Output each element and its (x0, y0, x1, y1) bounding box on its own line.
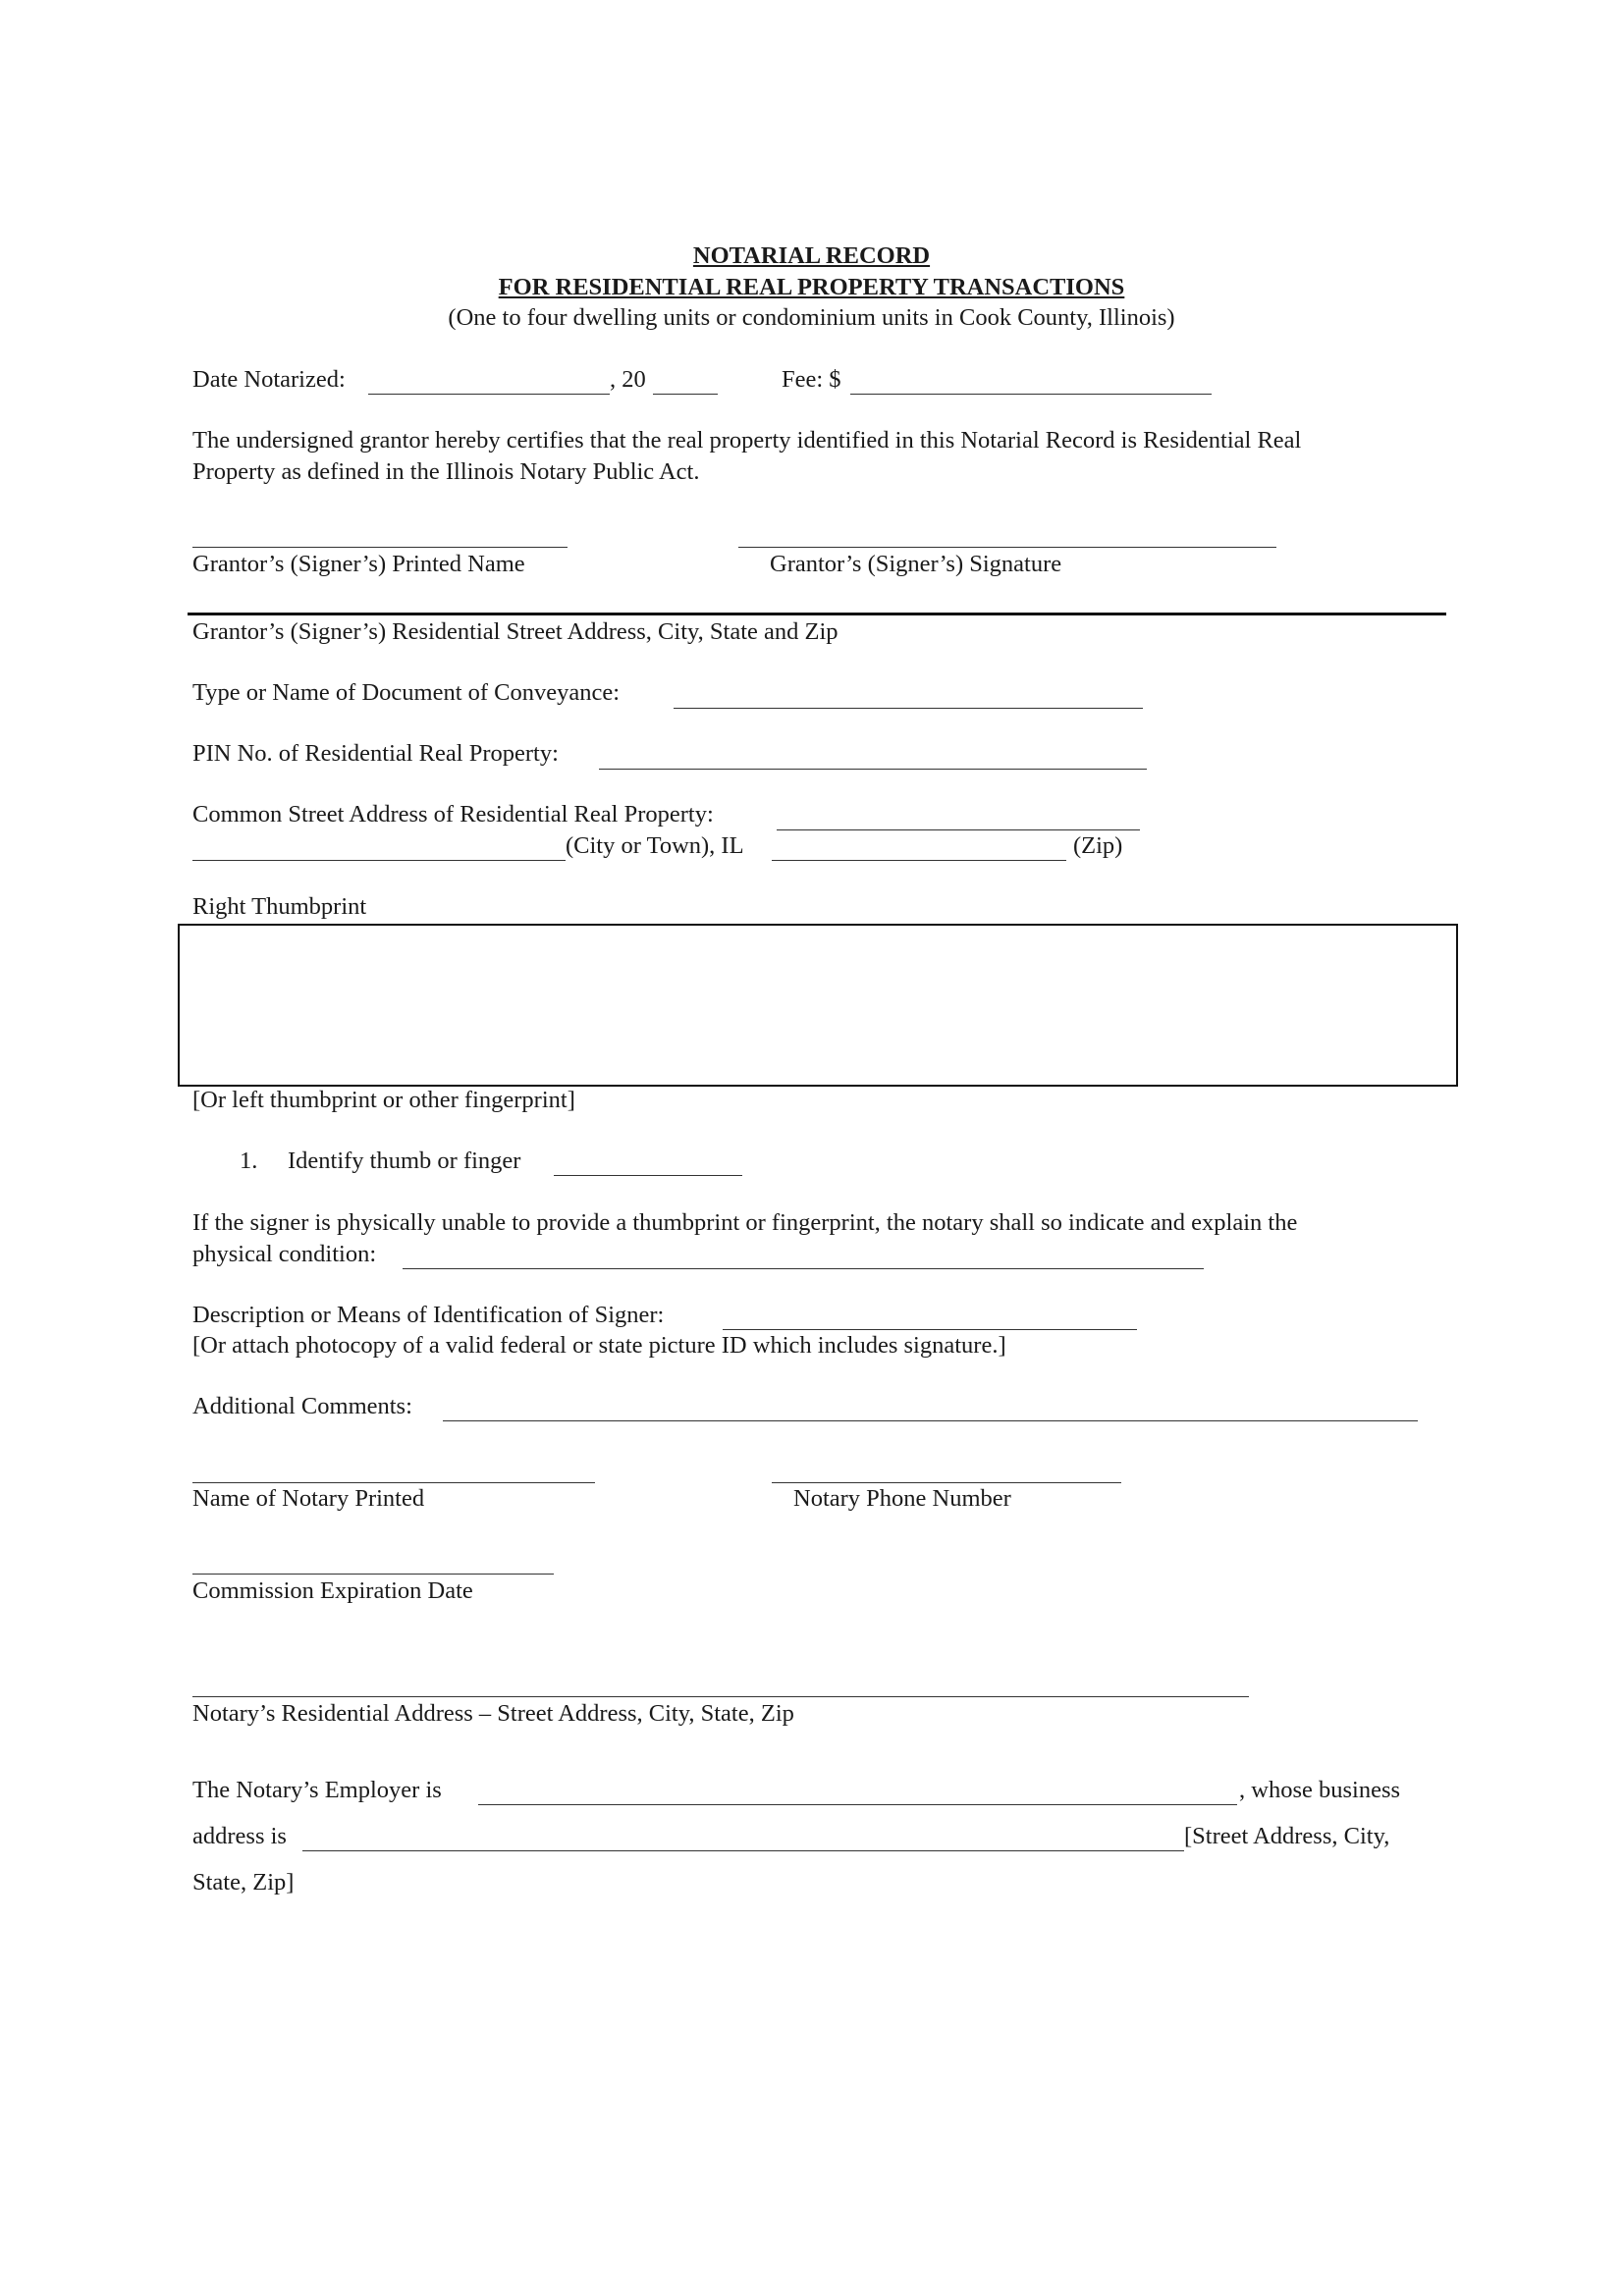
certification-line-2: Property as defined in the Illinois Notary Public Act. (192, 458, 700, 485)
business-address-label: address is (192, 1823, 287, 1849)
zip-field[interactable] (772, 860, 1066, 861)
grantor-signature-field[interactable] (738, 547, 1276, 548)
identification-label: Description or Means of Identification of Signer: (192, 1302, 665, 1328)
fee-label: Fee: $ (782, 366, 841, 393)
commission-expiration-field[interactable] (192, 1574, 554, 1575)
condition-line-1: If the signer is physically unable to provide a thumbprint or fingerprint, the notary shall so indicate and explain the (192, 1209, 1298, 1236)
notary-name-label: Name of Notary Printed (192, 1485, 425, 1512)
pin-label: PIN No. of Residential Real Property: (192, 740, 559, 767)
grantor-address-field[interactable] (188, 613, 1446, 615)
year-prefix-label: , 20 (610, 366, 646, 393)
form-title: NOTARIAL RECORD (692, 242, 931, 269)
street-address-field[interactable] (777, 829, 1140, 830)
form-scope: (One to four dwelling units or condominium units in Cook County, Illinois) (448, 304, 1175, 331)
physical-condition-label: physical condition: (192, 1241, 377, 1267)
grantor-address-label: Grantor’s (Signer’s) Residential Street Address, City, State and Zip (192, 618, 839, 645)
certification-line-1: The undersigned grantor hereby certifies that the real property identified in this Notarial Record is Residential Real (192, 427, 1302, 454)
date-notarized-field[interactable] (368, 394, 610, 395)
document-type-field[interactable] (674, 708, 1143, 709)
identification-field[interactable] (723, 1329, 1137, 1330)
notary-phone-field[interactable] (772, 1482, 1121, 1483)
alt-fingerprint-note: [Or left thumbprint or other fingerprint] (192, 1087, 575, 1113)
notary-employer-field[interactable] (478, 1804, 1237, 1805)
identify-finger-field[interactable] (554, 1175, 742, 1176)
identification-note: [Or attach photocopy of a valid federal or state picture ID which includes signature.] (192, 1332, 1006, 1359)
grantor-signature-label: Grantor’s (Signer’s) Signature (770, 551, 1062, 577)
notary-phone-label: Notary Phone Number (793, 1485, 1011, 1512)
notary-name-field[interactable] (192, 1482, 595, 1483)
year-field[interactable] (653, 394, 718, 395)
business-address-suffix: [Street Address, City, (1184, 1823, 1390, 1849)
zip-label: (Zip) (1073, 832, 1123, 859)
additional-comments-label: Additional Comments: (192, 1393, 412, 1419)
thumbprint-box[interactable] (178, 924, 1458, 1087)
list-item-number: 1. (240, 1148, 258, 1174)
notary-residential-address-field[interactable] (192, 1696, 1249, 1697)
right-thumbprint-label: Right Thumbprint (192, 893, 367, 920)
city-label: (City or Town), IL (566, 832, 744, 859)
city-field[interactable] (192, 860, 566, 861)
business-address-field[interactable] (302, 1850, 1184, 1851)
identify-finger-label: Identify thumb or finger (288, 1148, 521, 1174)
additional-comments-field[interactable] (443, 1420, 1418, 1421)
form-subtitle: FOR RESIDENTIAL REAL PROPERTY TRANSACTIONS (498, 274, 1125, 300)
notary-residential-address-label: Notary’s Residential Address – Street Address, City, State, Zip (192, 1700, 794, 1727)
date-notarized-label: Date Notarized: (192, 366, 346, 393)
fee-field[interactable] (850, 394, 1212, 395)
street-address-label: Common Street Address of Residential Real Property: (192, 801, 714, 828)
physical-condition-field[interactable] (403, 1268, 1204, 1269)
document-type-label: Type or Name of Document of Conveyance: (192, 679, 621, 706)
commission-expiration-label: Commission Expiration Date (192, 1577, 473, 1604)
notary-employer-label: The Notary’s Employer is (192, 1777, 442, 1803)
pin-field[interactable] (599, 769, 1147, 770)
grantor-printed-name-label: Grantor’s (Signer’s) Printed Name (192, 551, 525, 577)
notary-employer-suffix: , whose business (1239, 1777, 1401, 1803)
business-address-end: State, Zip] (192, 1869, 295, 1896)
grantor-printed-name-field[interactable] (192, 547, 568, 548)
